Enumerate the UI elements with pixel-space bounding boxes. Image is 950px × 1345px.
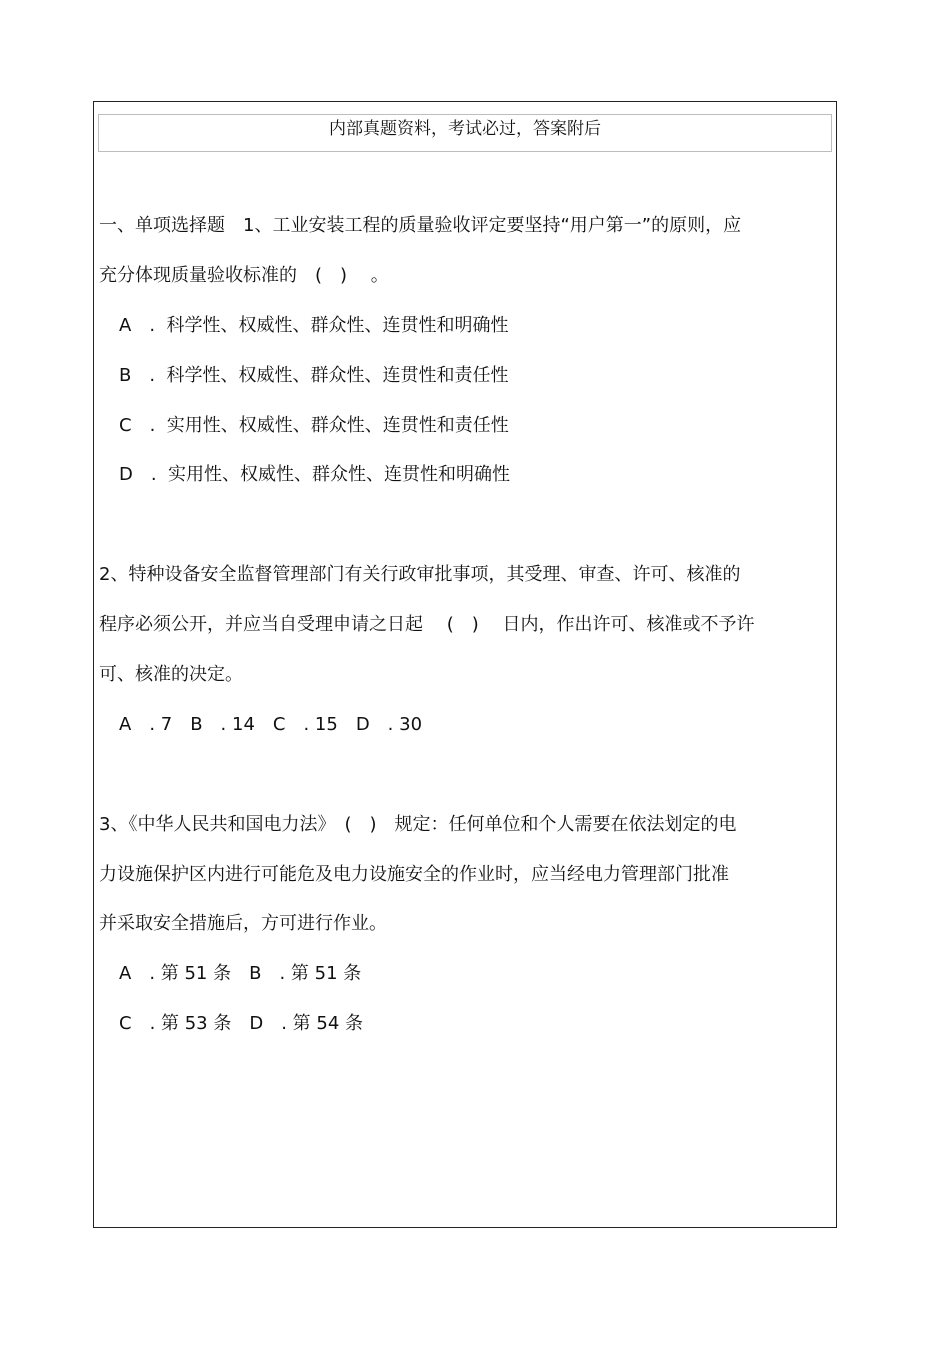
question-1-line-2: 充分体现质量验收标准的 ( ) 。 [99,265,389,286]
question-2-options: A . 7 B . 14 C . 15 D . 30 [119,714,423,735]
question-2-line-3: 可、核准的决定。 [99,664,243,685]
question-1-option-c: C . 实用性、权威性、群众性、连贯性和责任性 [119,415,509,436]
section-heading: 一、单项选择题 [99,215,225,236]
question-3-options-row-2: C . 第 53 条 D . 第 54 条 [119,1013,364,1034]
question-1-option-b: B . 科学性、权威性、群众性、连贯性和责任性 [119,365,509,386]
question-1-option-a: A . 科学性、权威性、群众性、连贯性和明确性 [119,315,509,336]
question-2-line-1: 2、特种设备安全监督管理部门有关行政审批事项，其受理、审查、许可、核准的 [99,564,741,585]
heading-gap [225,215,243,236]
question-3-options-row-1: A . 第 51 条 B . 第 51 条 [119,963,362,984]
question-2-line-2: 程序必须公开，并应当自受理申请之日起 ( ) 日内，作出许可、核准或不予许 [99,614,755,635]
question-3-line-1: 3、《中华人民共和国电力法》 ( ) 规定：任何单位和个人需要在依法划定的电 [99,814,737,835]
question-1-text-1: 1、工业安装工程的质量验收评定要坚持“用户第一”的原则，应 [243,215,742,236]
question-1-line-1 [99,213,741,239]
question-3-line-2: 力设施保护区内进行可能危及电力设施安全的作业时，应当经电力管理部门批准 [99,864,729,885]
question-1-option-d: D . 实用性、权威性、群众性、连贯性和明确性 [119,464,511,485]
header-title: 内部真题资料，考试必过，答案附后 [329,119,601,139]
question-3-line-3: 并采取安全措施后，方可进行作业。 [99,913,387,934]
header-banner [98,114,832,152]
